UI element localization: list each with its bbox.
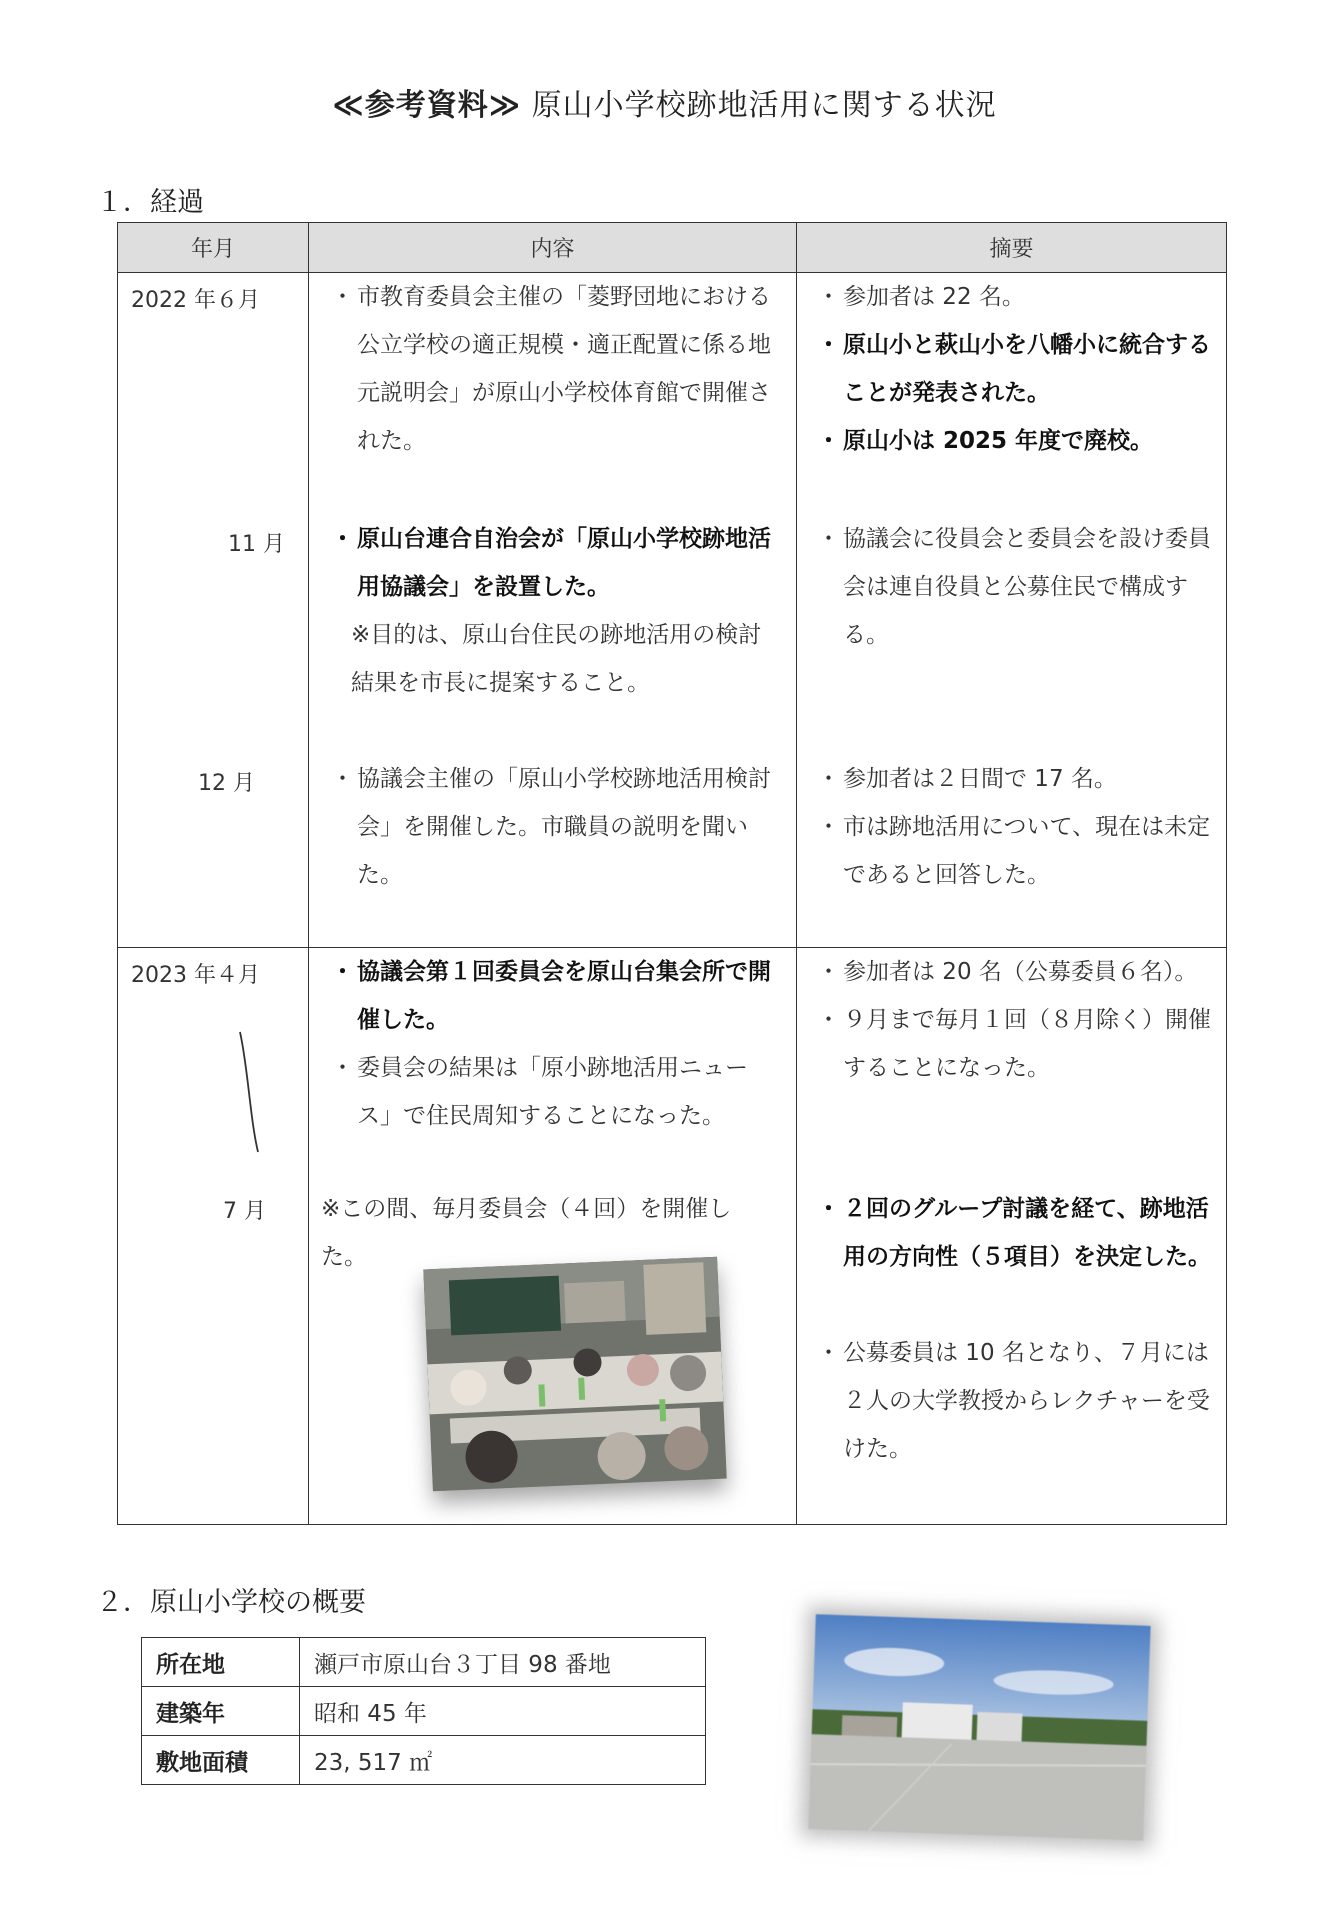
bullet: ・ [817,526,840,552]
bullet: ・ [331,284,354,310]
title-main: 原山小学校跡地活用に関する状況 [531,88,997,123]
summary-item: ・ 市は跡地活用について、現在は未定であると回答した。 [843,803,1212,899]
bullet: ・ [817,284,840,310]
content-cell [309,273,797,948]
summary-item: ・ ９月まで毎月１回（８月除く）開催することになった。 [843,996,1212,1092]
bullet: ・ [817,814,840,840]
header-summary: 摘要 [797,223,1227,273]
bullet: ・ [331,959,354,985]
overview-label: 建築年 [142,1687,300,1736]
bullet: ・ [817,1007,840,1033]
summary-item: ・ 参加者は２日間で 17 名。 [843,755,1212,803]
table-row [142,1638,706,1687]
bullet: ・ [331,766,354,792]
meeting-photo-image [423,1257,726,1492]
bullet: ・ [817,766,840,792]
meeting-photo [423,1257,726,1492]
summary-cell [797,948,1227,1525]
date-label: 12 月 [198,771,255,796]
summary-item: ・ 公募委員は 10 名となり、７月には２人の大学教授からレクチャーを受けた。 [843,1329,1212,1473]
title-bracket: ≪参考資料≫ [332,88,522,123]
summary-item: ・ 参加者は 20 名（公募委員６名）。 [843,948,1212,996]
content-item: ・ 原山台連合自治会が「原山小学校跡地活用協議会」を設置した。 [357,515,776,611]
overview-table [141,1637,706,1785]
section-heading-history: １．経過 [96,187,204,218]
bullet: ・ [817,332,840,358]
bullet: ・ [817,1196,840,1222]
table-row [142,1736,706,1785]
content-note: ※目的は、原山台住民の跡地活用の検討結果を市長に提案すること。 [351,622,762,696]
history-header-row [118,223,1227,273]
content-item: ・ 協議会第１回委員会を原山台集会所で開催した。 [357,948,776,1044]
summary-item: ・ ２回のグループ討議を経て、跡地活用の方向性（５項目）を決定した。 [843,1185,1212,1281]
date-label: 7 月 [223,1199,266,1224]
bullet: ・ [331,1055,354,1081]
header-content: 内容 [309,223,797,273]
summary-item: ・ 参加者は 22 名。 [843,273,1212,321]
range-line [236,1028,266,1158]
bullet: ・ [817,1340,840,1366]
bullet: ・ [817,959,840,985]
content-note: ※この間、毎月委員会（４回）を開催した。 [321,1196,732,1270]
school-photo-image [808,1614,1150,1841]
bullet: ・ [331,526,354,552]
header-date: 年月 [118,223,309,273]
table-row [118,273,1227,948]
overview-value: 23, 517 ㎡ [300,1736,706,1785]
content-item: ・ 委員会の結果は「原小跡地活用ニュース」で住民周知することになった。 [357,1044,776,1140]
overview-value: 昭和 45 年 [300,1687,706,1736]
overview-label: 敷地面積 [142,1736,300,1785]
date-label: 2022 年６月 [131,288,260,313]
summary-item: ・ 協議会に役員会と委員会を設け委員会は連自役員と公募住民で構成する。 [843,515,1212,659]
date-label: 2023 年４月 [131,963,260,988]
date-label: 11 月 [228,532,285,557]
content-item: ・ 市教育委員会主催の「菱野団地における公立学校の適正規模・適正配置に係る地元説明会」が原山小学校体育館で開催された。 [357,273,776,465]
section-heading-overview: ２．原山小学校の概要 [96,1587,366,1618]
bullet: ・ [817,428,840,454]
content-item: ・ 協議会主催の「原山小学校跡地活用検討会」を開催した。市職員の説明を聞いた。 [357,755,776,899]
summary-item: ・ 原山小と萩山小を八幡小に統合することが発表された。 [843,321,1212,417]
overview-label: 所在地 [142,1638,300,1687]
summary-item: ・ 原山小は 2025 年度で廃校。 [843,417,1212,465]
summary-cell [797,273,1227,948]
date-cell [118,948,309,1525]
overview-value: 瀬戸市原山台３丁目 98 番地 [300,1638,706,1687]
school-photo [808,1614,1150,1841]
date-cell [118,273,309,948]
page-title [0,80,1329,124]
table-row [142,1687,706,1736]
